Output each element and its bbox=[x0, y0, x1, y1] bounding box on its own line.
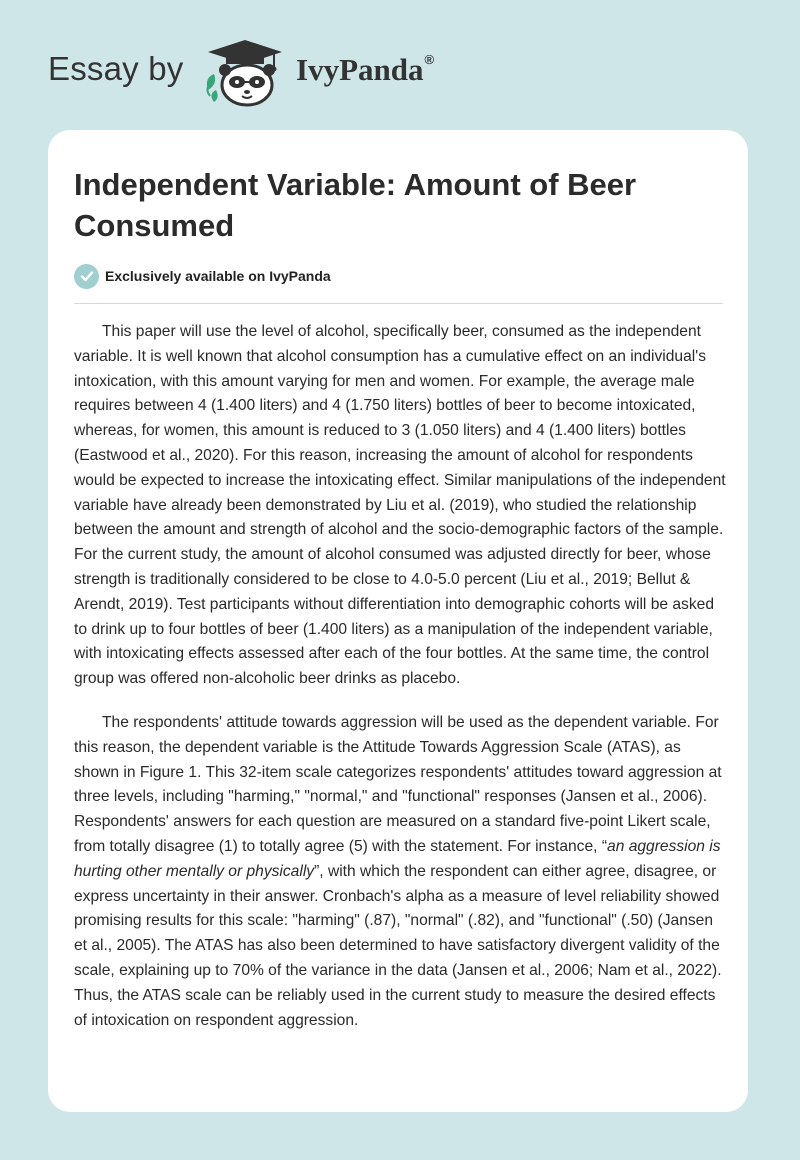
essay-body bbox=[74, 320, 726, 1052]
exclusive-badge-label: Exclusively available on IvyPanda bbox=[105, 268, 331, 284]
quoted-statement: an aggression is hurting other mentally or physically bbox=[74, 837, 721, 880]
site-header bbox=[0, 0, 800, 120]
paragraph-1: This paper will use the level of alcohol, specifically beer, consumed as the independent variable. It is well known that alcohol consumption has a cumulative effect on an individual's intoxication, with this amount varying for men and women. For example, the average male requires between 4 (1.400 liters) and 4 (1.750 liters) bottles of beer to become intoxicated, whereas, for women, this amount is reduced to 3 (1.050 liters) and 4 (1.400 liters) bottles (Eastwood et al., 2020). For this reason, increasing the amount of alcohol for respondents would be expected to increase the intoxicating effect. Similar manipulations of the independent variable have already been demonstrated by Liu et al. (2019), who studied the relationship between the amount and strength of alcohol and the socio-demographic factors of the sample. For the current study, the amount of alcohol consumed was adjusted directly for beer, whose strength is traditionally considered to be close to 4.0-5.0 percent (Liu et al., 2019; Bellut & Arendt, 2019). Test participants without differentiation into demographic cohorts will be asked to drink up to four bottles of beer (1.400 liters) as a manipulation of the independent variable, with intoxicating effects assessed after each of the four bottles. At the same time, the control group was offered non-alcoholic beer drinks as placebo. bbox=[74, 323, 726, 688]
page-title: Independent Variable: Amount of Beer Consumed bbox=[74, 167, 637, 243]
paragraph-2: The respondents' attitude towards aggression will be used as the dependent variable. For this reason, the dependent variable is the Attitude Towards Aggression Scale (ATAS), as shown in Figure 1. This 32-item scale categorizes respondents' attitudes toward aggression at three levels, including "harming," "normal," and "functional" responses (Jansen et al., 2006). Respondents' answers for each question are measured on a standard five-point Likert scale, from totally disagree (1) to totally agree (5) with the statement. For instance, “an aggression is hurting other mentally or physically”, with which the respondent can either agree, disagree, or express uncertainty in their answer. Cronbach's alpha as a measure of level reliability showed promising results for this scale: "harming" (.87), "normal" (.82), and "functional" (.50) (Jansen et al., 2005). The ATAS has also been determined to have satisfactory divergent validity of the scale, explaining up to 70% of the variance in the data (Jansen et al., 2006; Nam et al., 2022). Thus, the ATAS scale can be reliably used in the current study to measure the desired effects of intoxication on respondent aggression. bbox=[74, 713, 722, 1029]
check-icon bbox=[74, 264, 99, 289]
panda-logo-icon[interactable] bbox=[202, 38, 288, 108]
registered-mark: ® bbox=[424, 52, 435, 67]
brand-name[interactable]: IvyPanda® bbox=[296, 52, 435, 87]
essay-card bbox=[48, 130, 748, 1112]
exclusive-badge bbox=[74, 263, 331, 289]
divider bbox=[74, 303, 723, 304]
essay-by-label: Essay by bbox=[48, 50, 184, 87]
